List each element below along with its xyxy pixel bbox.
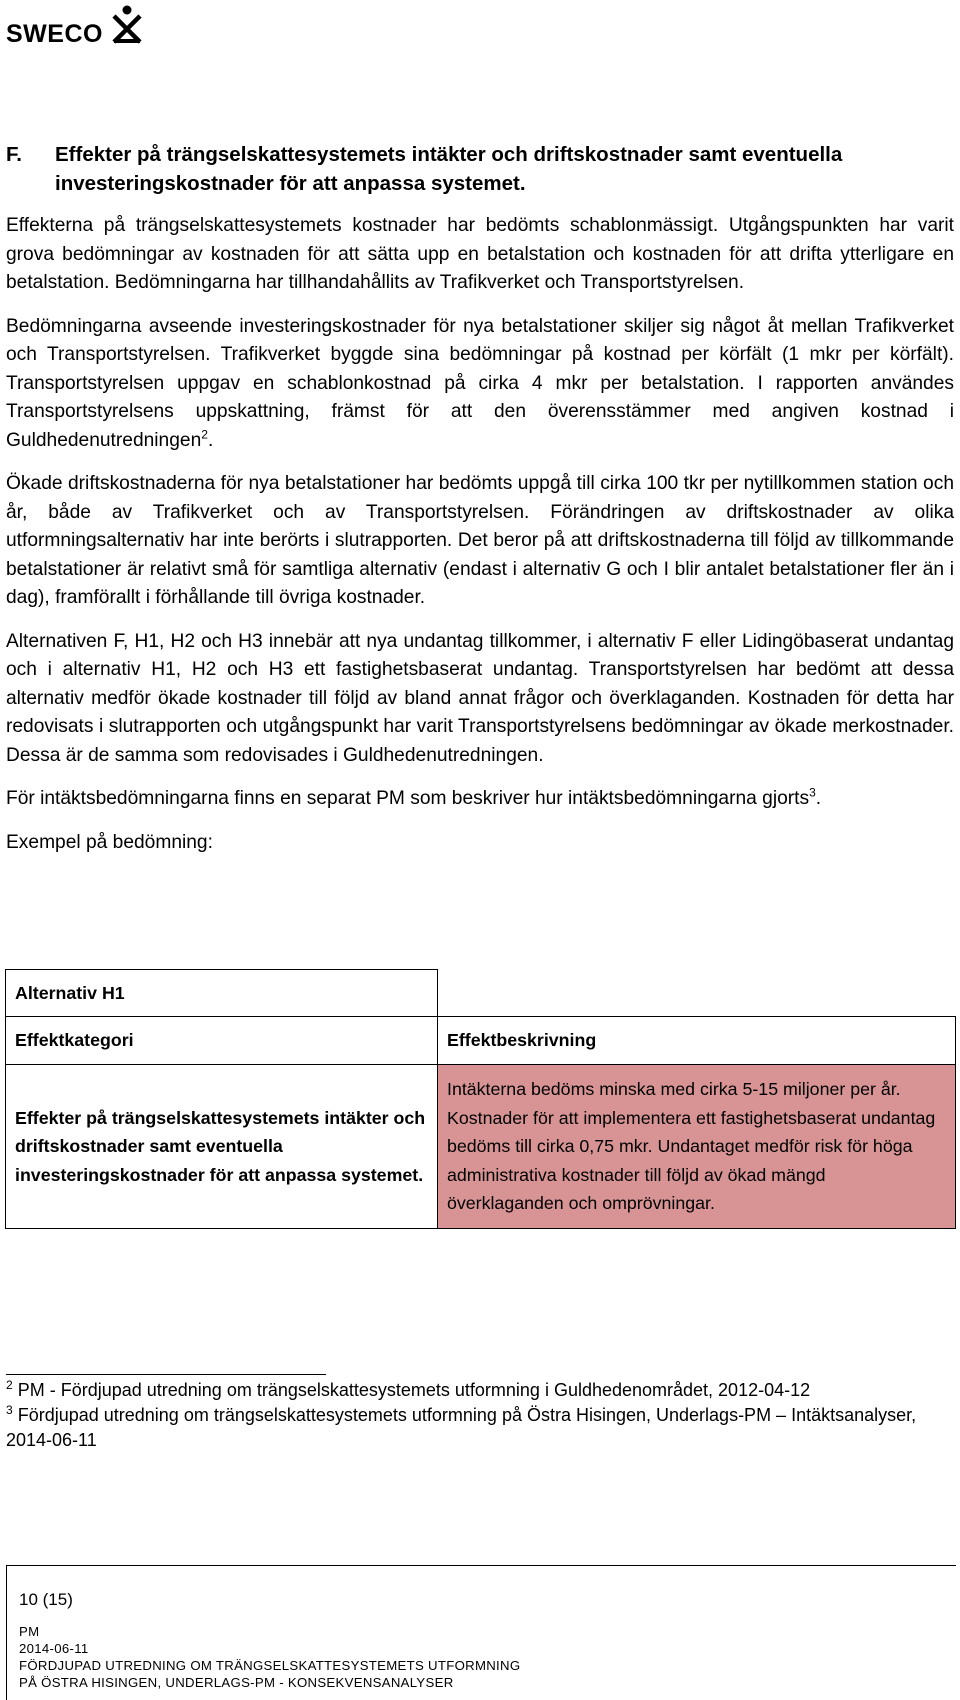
doc-type: PM	[19, 1624, 40, 1639]
punctuation: .	[815, 788, 822, 809]
paragraph-text: För intäktsbedömningarna finns en separat PM som beskriver hur intäktsbedömningarna gjorts	[6, 788, 810, 809]
example-label: Exempel på bedömning:	[6, 831, 213, 853]
description-cell: Intäkterna bedöms minska med cirka 5-15 miljoner per år. Kostnader för att implementera ett fastighetsbaserat undantag bedöms till cirka 0,75 mkr. Undantaget medför risk för höga administrativa kostnader till följd av ökad mängd överklaganden och omprövningar.	[438, 1065, 956, 1229]
paragraph	[6, 212, 954, 298]
paragraph-text: Alternativen F, H1, H2 och H3 innebär att nya undantag tillkommer, i alternativ F eller Lidingöbaserat undantag och i alternativ H1, H2 och H3 ett fastighetsbaserat undantag. Transportstyrelsen har bedömt att dessa alternativ medför ökade kostnader till följd av bland annat frågor och överklaganden. Kostnaden för detta har redovisats i slutrapporten och utgångspunkt har varit Transportstyrelsens bedömningar av ökade merkostnader. Dessa är de samma som redovisades i Guldhedenutredningen.	[6, 630, 954, 766]
footer-divider	[6, 1565, 956, 1566]
sweco-mark-icon	[110, 4, 144, 44]
table-row	[6, 1065, 956, 1229]
logo-text: SWECO	[6, 20, 103, 48]
alternative-cell: Alternativ H1	[6, 970, 438, 1017]
paragraph	[6, 470, 954, 613]
footnote-text: PM - Fördjupad utredning om trängselskattesystemets utformning i Guldhedenområdet, 2012-04-12	[17, 1380, 811, 1400]
footnote	[6, 1378, 954, 1403]
footnote-number: 3	[6, 1403, 13, 1417]
paragraph-text: Ökade driftskostnaderna för nya betalstationer har bedömts uppgå till cirka 100 tkr per nytillkommen station och år, både av Trafikverket och av Transportstyrelsen. Förändringen av driftskostnader av olika utformningsalternativ har inte berörts i slutrapporten. Det beror på att driftskostnaderna till följd av tillkommande betalstationer är relativt små för samtliga alternativ (endast i alternativ G och I blir antalet betalstationer fler än i dag), framförallt i förhållande till övriga kostnader.	[6, 473, 954, 608]
footnote-ref[interactable]: 2	[201, 427, 208, 442]
paragraph	[6, 785, 954, 814]
example-table	[5, 969, 956, 1229]
heading-text: Effekter på trängselskattesystemets intäkter och driftskostnader samt eventuella investeringskostnader för att anpassa systemet.	[55, 143, 843, 195]
heading-number: F.	[6, 143, 22, 166]
footer-divider-vertical	[6, 1565, 7, 1700]
footnote-text: Fördjupad utredning om trängselskattesystemets utformning på Östra Hisingen, Underlags-PM – Intäktsanalyser, 2014-06-11	[6, 1405, 917, 1450]
paragraph	[6, 628, 954, 771]
footnote-number: 2	[6, 1378, 13, 1392]
page-number: 10 (15)	[19, 1590, 73, 1609]
footer-meta	[19, 1623, 520, 1691]
doc-title-line: FÖRDJUPAD UTREDNING OM TRÄNGSELSKATTESYSTEMETS UTFORMNING	[19, 1658, 521, 1673]
footnote-divider	[6, 1374, 326, 1375]
col1-header: Effektkategori	[6, 1017, 438, 1065]
punctuation: .	[207, 429, 214, 451]
doc-date: 2014-06-11	[19, 1641, 89, 1656]
table-row	[6, 970, 956, 1017]
footnotes	[6, 1378, 954, 1453]
col2-header: Effektbeskrivning	[438, 1017, 956, 1065]
paragraph	[6, 313, 954, 456]
category-cell: Effekter på trängselskattesystemets intäkter och driftskostnader samt eventuella investeringskostnader för att anpassa systemet.	[6, 1065, 438, 1229]
section-heading	[6, 140, 954, 198]
table-row	[6, 1017, 956, 1065]
footnote	[6, 1403, 954, 1453]
footnote-ref[interactable]: 3	[809, 785, 816, 800]
doc-title-line: PÅ ÖSTRA HISINGEN, UNDERLAGS-PM - KONSEKVENSANALYSER	[19, 1675, 454, 1690]
paragraph-text: Bedömningarna avseende investeringskostnader för nya betalstationer skiljer sig något åt mellan Trafikverket och Transportstyrelsen. Trafikverket byggde sina bedömningar på kostnad per körfält (1 mkr per körfält). Transportstyrelsen uppgav en schablonkostnad på cirka 4 mkr per betalstation. I rapporten användes Transportstyrelsens uppskattning, främst för att den överensstämmer med angiven kostnad i Guldhedenutredningen	[6, 315, 954, 451]
paragraph-text: Effekterna på trängselskattesystemets kostnader har bedömts schablonmässigt. Utgångspunkten har varit grova bedömningar av kostnaden för att sätta upp en betalstation och kostnaden för att drifta ytterligare en betalstation. Bedömningarna har tillhandahållits av Trafikverket och Transportstyrelsen.	[6, 215, 954, 293]
document-body	[6, 140, 954, 872]
empty-cell	[438, 970, 956, 1017]
